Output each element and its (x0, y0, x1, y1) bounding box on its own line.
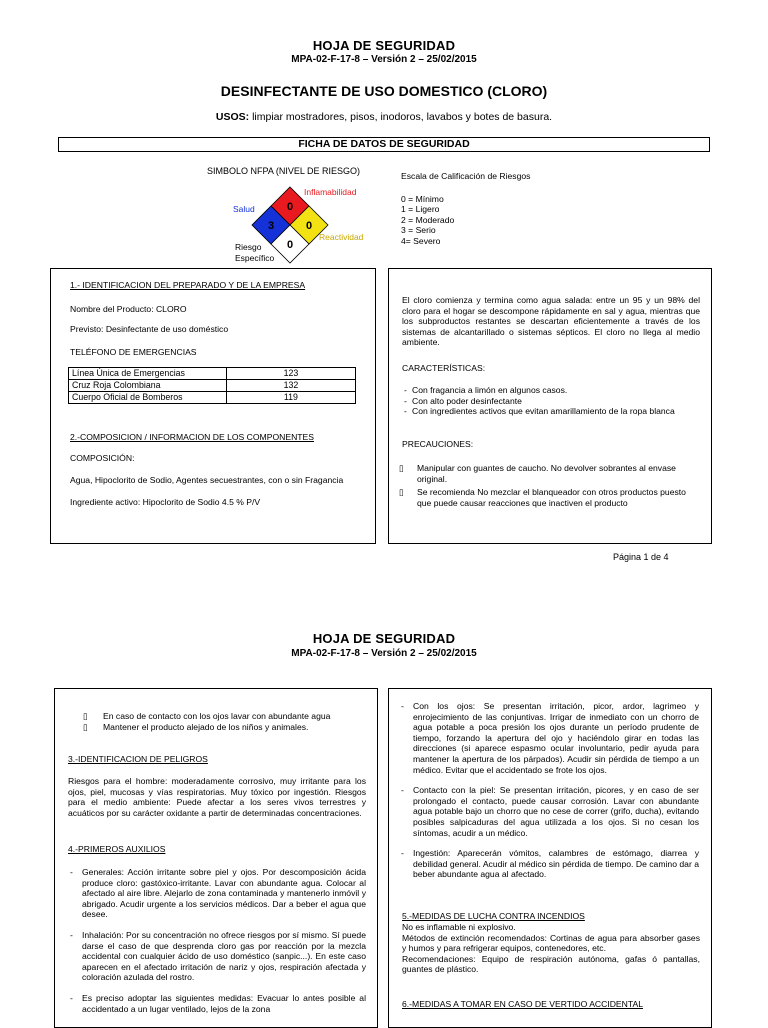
bullet-icon: ▯ (83, 721, 88, 732)
risk-scale-title: Escala de Calificación de Riesgos (401, 171, 531, 181)
section5-heading: 5.-MEDIDAS DE LUCHA CONTRA INCENDIOS (402, 911, 585, 921)
nfpa-inflamabilidad-value: 0 (286, 201, 294, 213)
precautions-heading: PRECAUCIONES: (402, 439, 474, 449)
page1-right-box (388, 268, 712, 544)
page1-title: HOJA DE SEGURIDAD (312, 38, 456, 53)
phone-name: Línea Única de Emergencias (69, 368, 227, 380)
page-number: Página 1 de 4 (613, 552, 669, 562)
usos-text: limpiar mostradores, pisos, inodoros, lavabos y botes de basura. (249, 111, 553, 123)
phone-number: 132 (226, 380, 355, 392)
list-item: - Con ingredientes activos que evitan amarillamiento de la ropa blanca (402, 406, 692, 417)
table-row (69, 392, 356, 404)
list-item-text: En caso de contacto con los ojos lavar con abundante agua (103, 711, 331, 721)
composition-text: Agua, Hipoclorito de Sodio, Agentes secuestrantes, con o sin Fragancia (70, 475, 344, 485)
product-intended: Previsto: Desinfectante de uso doméstico (70, 324, 229, 334)
nfpa-riesgo-label-1: Riesgo (235, 242, 262, 252)
product-title: DESINFECTANTE DE USO DOMESTICO (CLORO) (220, 83, 548, 99)
nfpa-reactividad-value: 0 (305, 220, 313, 232)
risk-scale-item: 4= Severo (401, 235, 441, 246)
active-ingredient: Ingrediente activo: Hipoclorito de Sodio 4.5 % P/V (70, 497, 261, 507)
nfpa-riesgo-label-2: Específico (235, 253, 275, 263)
phone-name: Cuerpo Oficial de Bomberos (69, 392, 227, 404)
risk-scale-item: 0 = Mínimo (401, 193, 444, 204)
list-item-text: Se recomienda No mezclar el blanqueador con otros productos puesto que puede causar reacciones que inactiven el producto (417, 487, 686, 508)
bullet-icon: ▯ (83, 711, 88, 721)
product-name: Nombre del Producto: CLORO (70, 304, 187, 314)
risk-scale-item: 3 = Serio (401, 225, 436, 236)
list-item: - Generales: Acción irritante sobre piel y ojos. Por descomposición ácida produce cloro: gastóxico-irritante. Lavar con abundante agua. Colocar al afectado al aire libre. Alejarlo de zona contaminada y mantenerlo inmóvil y abrigado. Acudir urgente a los servicios médicos. Dar a beber el agua que desee. (68, 867, 366, 920)
page2-right-box (388, 688, 712, 1028)
nfpa-riesgo-label (235, 242, 274, 264)
section5-line: Métodos de extinción recomendados: Cortinas de agua para absorber gases y humos y para refrigerar equipos, contenedores, etc. (402, 932, 700, 954)
section3-heading: 3.-IDENTIFICACION DE PELIGROS (68, 754, 208, 764)
section4-heading: 4.-PRIMEROS AUXILIOS (68, 844, 166, 854)
list-item: - Con fragancia a limón en algunos casos. (402, 385, 692, 396)
section5-line: Recomendaciones: Equipo de respiración autónoma, gafas ó pantallas, guantes de plástico. (402, 953, 700, 975)
list-item: - Inhalación: Por su concentración no ofrece riesgos por sí mismo. Sí puede darse el caso de que desprenda cloro gas por reacción por la mezcla accidental con cualquier ácido de uso doméstico (sanpic...). En este caso aparecen en el afectado irritación de nariz y ojos, respiración afectada y coloración azulada del rostro. (68, 930, 366, 983)
list-item (399, 487, 691, 508)
list-item: - Es preciso adoptar las siguientes medidas: Evacuar lo antes posible al accidentado a un lugar ventilado, lejos de la zona (68, 993, 366, 1014)
list-item (83, 711, 363, 722)
list-item (83, 722, 363, 733)
list-item-text: Mantener el producto alejado de los niños y animales. (103, 721, 309, 732)
nfpa-inflamabilidad-label: Inflamabilidad (304, 187, 357, 197)
section5-text (402, 922, 700, 975)
list-item (399, 463, 691, 484)
phone-number: 123 (226, 368, 355, 380)
nfpa-reactividad-label: Reactividad (319, 232, 364, 242)
section6-heading: 6.-MEDIDAS A TOMAR EN CASO DE VERTIDO ACCIDENTAL (402, 999, 643, 1009)
table-row (69, 380, 356, 392)
page2-doc-code: MPA-02-F-17-8 – Versión 2 – 25/02/2015 (291, 648, 477, 659)
section5-line: No es inflamable ni explosivo. (402, 922, 516, 932)
characteristics-list (402, 385, 692, 417)
phone-name: Cruz Roja Colombiana (69, 380, 227, 392)
section3-text: Riesgos para el hombre: moderadamente corrosivo, muy irritante para los ojos, piel, mucosas y vías respiratorias. Muy tóxico por ingestión. Riesgos para el medio ambiente: Puede afectar a los seres vivos terrestres y acuáticos por su carácter oxidante a partir de determinadas concentraciones. (68, 776, 366, 818)
nfpa-especifico-value: 0 (286, 239, 294, 251)
risk-scale (401, 171, 531, 247)
page2-title: HOJA DE SEGURIDAD (312, 631, 456, 646)
ficha-title: FICHA DE DATOS DE SEGURIDAD (58, 137, 710, 152)
nfpa-salud-label: Salud (233, 204, 255, 214)
phone-number: 119 (226, 392, 355, 404)
first-aid-list (68, 867, 366, 1014)
characteristics-heading: CARACTERÍSTICAS: (402, 363, 486, 373)
precautions-continued (83, 711, 363, 732)
usos-line (0, 111, 768, 123)
section2-heading: 2.-COMPOSICION / INFORMACION DE LOS COMPONENTES (70, 432, 314, 442)
table-row (69, 368, 356, 380)
page2-left-box (54, 688, 378, 1028)
nfpa-salud-value: 3 (267, 220, 275, 232)
list-item: - Con los ojos: Se presentan irritación, picor, ardor, lagrimeo y enrojecimiento de las conjuntivas. Irrigar de inmediato con un chorro de agua potable a poca presión los ojos durante un período prudente de tiempo, forzando la apertura del ojo y haciéndolo girar en todas las direcciones (si aparece espasmo ocular involuntario, pedir ayuda para mantener la apertura de los párpados). Acudir sin pérdida de tiempo a un médico. Evitar que el accidentado se frote los ojos. (399, 701, 699, 775)
exposure-list (399, 701, 699, 880)
nfpa-caption: SIMBOLO NFPA (NIVEL DE RIESGO) (207, 166, 361, 176)
bullet-icon: ▯ (399, 463, 404, 473)
emergency-phone-table (68, 367, 356, 404)
list-item: - Ingestión: Aparecerán vómitos, calambres de estómago, diarrea y debilidad general. Acudir al médico sin pérdida de tiempo. De camino dar a beber abundante agua al afectado. (399, 848, 699, 880)
list-item: - Contacto con la piel: Se presentan irritación, picores, y en caso de ser prolongado el contacto, puede causar corrosión. Lavar con abundante agua potable bajo un chorro que no cese de correr (grifo, ducha), evitando posibles salpicaduras del agua utilizada a los ojos. Si no cesan los síntomas, acudir a un médico. (399, 785, 699, 838)
usos-label: USOS: (215, 111, 250, 123)
list-item-text: Manipular con guantes de caucho. No devolver sobrantes al envase original. (417, 463, 676, 484)
page1-left-box (50, 268, 376, 544)
precautions-list (399, 463, 691, 508)
risk-scale-item: 2 = Moderado (401, 214, 455, 225)
phone-heading: TELÉFONO DE EMERGENCIAS (70, 347, 197, 357)
list-item: - Con alto poder desinfectante (402, 396, 692, 407)
bullet-icon: ▯ (399, 487, 404, 498)
chlorine-intro: El cloro comienza y termina como agua salada: entre un 95 y un 98% del cloro para el hogar se descompone rápidamente en sal y agua, mientras que los subproductos restantes se descartan eficientemente a través de los sistemas de alcantarillado o sistemas sépticos. El cloro no llega al medio ambiente. (402, 295, 700, 348)
risk-scale-item: 1 = Ligero (401, 204, 440, 215)
page1-doc-code: MPA-02-F-17-8 – Versión 2 – 25/02/2015 (291, 54, 477, 65)
composition-subheading: COMPOSICIÓN: (70, 453, 135, 463)
section1-heading: 1.- IDENTIFICACION DEL PREPARADO Y DE LA EMPRESA (70, 280, 306, 290)
